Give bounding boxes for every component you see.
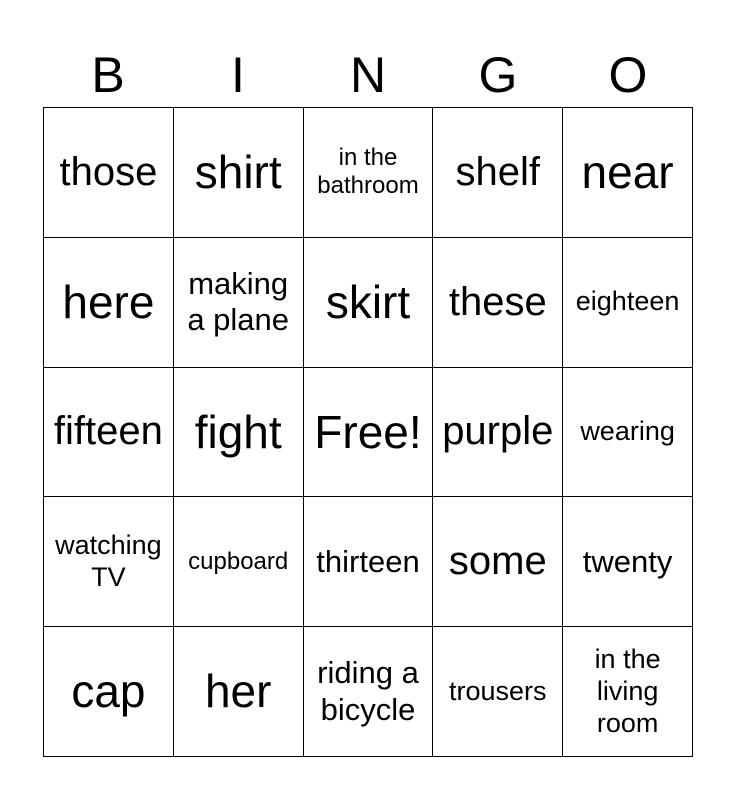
cell-text: her — [204, 665, 272, 718]
cell-text: making a plane — [187, 265, 290, 338]
bingo-cell — [563, 238, 693, 368]
bingo-cell — [304, 497, 434, 627]
cell-text: skirt — [325, 276, 411, 329]
cell-text: thirteen — [316, 543, 420, 579]
cell-text: shelf — [455, 149, 541, 194]
bingo-cell — [174, 627, 304, 757]
cell-text: these — [448, 279, 547, 324]
bingo-cell — [563, 368, 693, 498]
bingo-cell — [433, 497, 563, 627]
cell-text: fifteen — [53, 409, 163, 454]
cell-text: Free! — [314, 405, 422, 458]
cell-text: trousers — [449, 675, 547, 706]
cell-text: cupboard — [188, 547, 289, 575]
header-letter-g: G — [478, 47, 518, 103]
cell-text: riding a bicycle — [317, 655, 419, 727]
bingo-cell — [304, 627, 434, 757]
bingo-cell — [304, 238, 434, 368]
bingo-cell — [433, 238, 563, 368]
cell-text: shirt — [194, 146, 282, 199]
bingo-cell — [44, 627, 174, 757]
bingo-cell — [44, 497, 174, 627]
cell-text: eighteen — [575, 286, 680, 317]
cell-text: twenty — [582, 543, 673, 579]
bingo-cell — [563, 497, 693, 627]
header-letter-n: N — [349, 47, 387, 103]
bingo-cell — [174, 108, 304, 238]
cell-text: here — [62, 276, 155, 329]
cell-text: in the bathroom — [317, 144, 419, 200]
cell-text: watching TV — [55, 529, 162, 592]
bingo-cell — [563, 627, 693, 757]
cell-text: those — [59, 149, 158, 194]
header-letter-i: I — [231, 47, 245, 103]
header-letter-b: B — [91, 47, 125, 103]
bingo-cell — [433, 368, 563, 498]
bingo-board — [43, 107, 693, 757]
bingo-cell-free — [304, 368, 434, 498]
bingo-cell — [433, 627, 563, 757]
cell-text: fight — [194, 405, 282, 458]
cell-text: cap — [71, 665, 146, 718]
cell-text: purple — [442, 409, 554, 454]
bingo-cell — [563, 108, 693, 238]
bingo-cell — [174, 238, 304, 368]
bingo-cell — [174, 497, 304, 627]
bingo-header — [43, 45, 693, 105]
bingo-cell — [44, 368, 174, 498]
bingo-cell — [433, 108, 563, 238]
cell-text: some — [448, 539, 547, 584]
cell-text: wearing — [580, 416, 675, 447]
cell-text: in the living room — [594, 643, 661, 738]
bingo-cell — [44, 238, 174, 368]
bingo-cell — [44, 108, 174, 238]
bingo-cell — [304, 108, 434, 238]
cell-text: near — [581, 146, 674, 199]
bingo-cell — [174, 368, 304, 498]
header-letter-o: O — [608, 47, 648, 103]
